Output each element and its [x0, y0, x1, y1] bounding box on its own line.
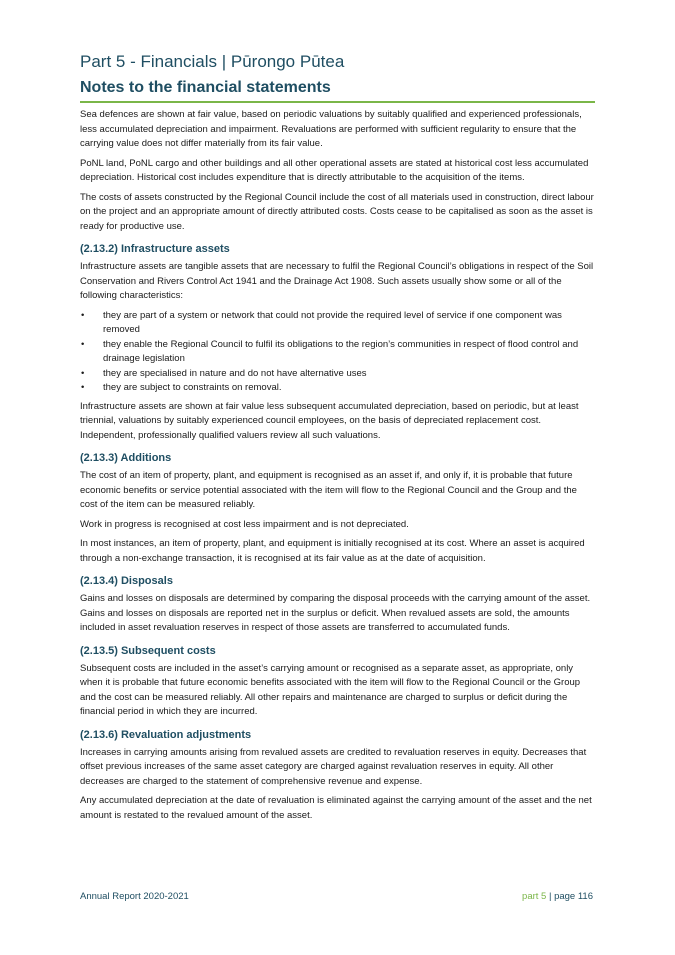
infrastructure-closing: Infrastructure assets are shown at fair value less subsequent accumulated depreciation, based on periodic, but at least triennial, valuations by suitably experienced council employees, on the basis of depreciated replacement cost. Independent, professionally qualified valuers review all such valuations.	[80, 400, 579, 441]
section-title: Notes to the financial statements	[80, 79, 331, 96]
bullet-icon: •	[81, 367, 85, 379]
list-item-text: they are specialised in nature and do not have alternative uses	[103, 367, 367, 379]
disposals-paragraph: Gains and losses on disposals are determined by comparing the disposal proceeds with the carrying amount of the asset. Gains and losses on disposals are reported net in the surplus or deficit. When revalued assets are sold, the amounts included in asset revaluation reserves in respect of those assets are transferred to accumulated funds.	[80, 593, 591, 633]
intro-paragraph: PoNL land, PoNL cargo and other buildings and all other operational assets are stated at historical cost less accumulated depreciation. Historical cost includes expenditure that is directly attributable to the acquisition of the items.	[80, 157, 589, 183]
list-item	[80, 338, 595, 367]
revaluation-paragraph: Increases in carrying amounts arising from revalued assets are credited to revaluation reserves in equity. Decreases that offset previous increases of the same asset category are charged against revaluation reserves in equity. All other decreases are charged to the statement of comprehensive revenue and expense.	[80, 746, 587, 787]
additions-paragraph: Work in progress is recognised at cost less impairment and is not depreciated.	[80, 518, 409, 530]
bullet-icon: •	[81, 309, 85, 321]
additions-heading: (2.13.3) Additions	[80, 452, 172, 464]
list-item	[80, 381, 595, 396]
additions-paragraph: In most instances, an item of property, plant, and equipment is initially recognised at its cost. Where an asset is acquired through a non-exchange transaction, it is recognised at its fair value as at the date of acquisition.	[80, 538, 585, 564]
list-item-text: they are part of a system or network that could not provide the required level of service if one component was removed	[103, 309, 562, 335]
footer-separator: |	[548, 891, 552, 902]
bullet-icon: •	[81, 382, 85, 393]
footer-page-info	[522, 890, 593, 904]
bullet-icon: •	[81, 338, 85, 350]
footer-part-label: part 5	[522, 891, 547, 902]
part-title: Part 5 - Financials | Pūrongo Pūtea	[80, 52, 345, 71]
list-item	[80, 309, 595, 338]
infrastructure-characteristics-list	[80, 309, 595, 396]
footer-report-title: Annual Report 2020-2021	[80, 891, 189, 902]
footer-page-number: page 116	[554, 891, 593, 902]
intro-paragraph: The costs of assets constructed by the Regional Council include the cost of all materials used in construction, direct labour on the project and an appropriate amount of directly attributed costs. Costs cease to be capitalised as soon as the asset is ready for productive use.	[80, 191, 594, 232]
list-item	[80, 367, 595, 382]
list-item-text: they enable the Regional Council to fulfil its obligations to the region’s communities in respect of flood control and drainage legislation	[103, 338, 579, 364]
subsequent-costs-paragraph: Subsequent costs are included in the asset’s carrying amount or recognised as a separate asset, as appropriate, only when it is probable that future economic benefits associated with the item will flow to the Regional Council or the Group and the cost can be measured reliably. All other repairs and maintenance are charged to surplus or deficit during the financial period in which they are incurred.	[80, 662, 581, 717]
infrastructure-heading: (2.13.2) Infrastructure assets	[80, 243, 230, 255]
subsequent-costs-heading: (2.13.5) Subsequent costs	[80, 644, 216, 657]
revaluation-paragraph: Any accumulated depreciation at the date of revaluation is eliminated against the carrying amount of the asset and the net amount is restated to the revalued amount of the asset.	[80, 795, 592, 821]
revaluation-heading: (2.13.6) Revaluation adjustments	[80, 728, 252, 741]
page-content	[80, 50, 595, 828]
intro-paragraph: Sea defences are shown at fair value, based on periodic valuations by suitably qualified and experienced professionals, less accumulated depreciation and impairment. Revaluations are performed with sufficient regularity to ensure that the carrying value does not differ materially from its fair value.	[80, 109, 582, 149]
additions-paragraph: The cost of an item of property, plant, and equipment is recognised as an asset if, and only if, it is probable that future economic benefits or service potential associated with the item will flow to the Regional Council and the Group and the cost of the item can be measured reliably.	[80, 470, 577, 510]
title-divider	[80, 101, 595, 103]
disposals-heading: (2.13.4) Disposals	[80, 575, 173, 587]
infrastructure-intro: Infrastructure assets are tangible assets that are necessary to fulfil the Regional Council’s obligations in respect of the Soil Conservation and Rivers Control Act 1941 and the Drainage Act 1908. Such assets usually show some or all of the following characteristics:	[80, 261, 594, 301]
list-item-text: they are subject to constraints on removal.	[103, 382, 282, 393]
